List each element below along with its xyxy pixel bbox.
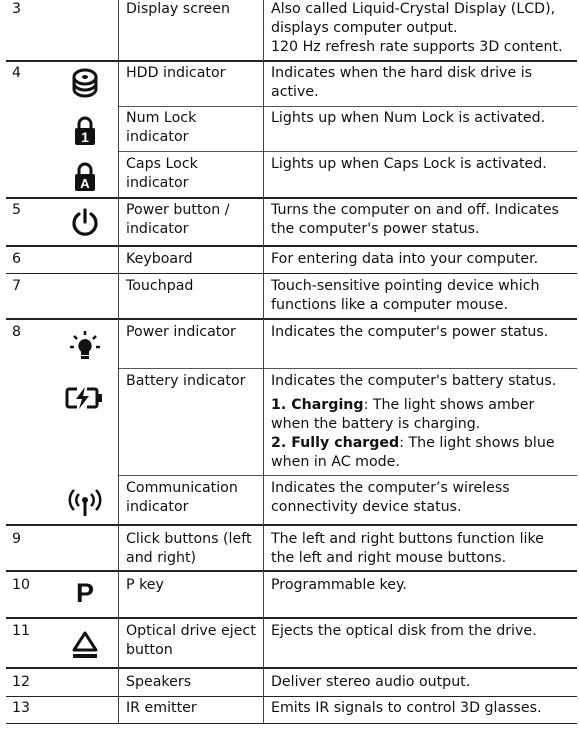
- description-text: Also called Liquid-Crystal Display (LCD), displays computer output.: [271, 1, 556, 36]
- row-divider: [6, 617, 577, 619]
- row-number: 6: [12, 251, 22, 267]
- description-text: Indicates the computer’s wireless connectivity device status.: [271, 480, 510, 515]
- row-divider: [6, 723, 577, 724]
- wireless-icon: [60, 489, 110, 517]
- row-name: Optical drive eject button: [126, 623, 256, 658]
- row-divider: [6, 197, 577, 199]
- description-text: The left and right buttons function like the left and right mouse buttons.: [271, 531, 544, 566]
- row-name: Caps Lock indicator: [126, 156, 198, 191]
- row-divider: [6, 273, 577, 274]
- battery-status-item: [271, 396, 571, 434]
- status-text: : The light shows blue when in AC mode.: [271, 435, 555, 470]
- description-text: Ejects the optical disk from the drive.: [271, 623, 537, 639]
- row-description: [271, 250, 571, 269]
- status-label: 2. Fully charged: [271, 435, 400, 451]
- row-description: [271, 699, 571, 718]
- row-number: 8: [12, 324, 22, 340]
- status-label: 1. Charging: [271, 397, 364, 413]
- row-number: 13: [12, 700, 31, 716]
- row-name: Touchpad: [126, 278, 194, 294]
- row-description: [271, 576, 571, 595]
- row-name: Communication indicator: [126, 480, 238, 515]
- row-description: [271, 0, 571, 57]
- row-description: [271, 109, 571, 128]
- description-text: Programmable key.: [271, 577, 407, 593]
- row-divider: [118, 106, 577, 107]
- description-text: Lights up when Caps Lock is activated.: [271, 156, 547, 172]
- column-divider: [263, 0, 264, 723]
- svg-text:A: A: [80, 176, 90, 191]
- row-number: 10: [12, 577, 31, 593]
- svg-text:1: 1: [81, 129, 89, 145]
- p-key-glyph: P: [75, 578, 94, 608]
- description-text: 120 Hz refresh rate supports 3D content.: [271, 39, 563, 55]
- description-text: Deliver stereo audio output.: [271, 674, 471, 690]
- status-text: : The light shows amber when the battery is charging.: [271, 397, 535, 432]
- row-description: [271, 201, 571, 239]
- row-description: [271, 479, 571, 517]
- row-divider: [6, 524, 577, 526]
- row-name: Num Lock indicator: [126, 110, 197, 145]
- battery-status-item: [271, 434, 571, 472]
- row-divider: [118, 368, 577, 369]
- row-name: IR emitter: [126, 700, 197, 716]
- row-description: [271, 530, 571, 568]
- battery-icon: [60, 386, 110, 410]
- description-text: Turns the computer on and off. Indicates the computer's power status.: [271, 202, 559, 237]
- description-text: Indicates the computer's battery status.: [271, 373, 557, 389]
- row-divider: [118, 151, 577, 152]
- row-divider: [6, 318, 577, 320]
- row-name: Power indicator: [126, 324, 236, 340]
- row-description: [271, 673, 571, 692]
- num-lock-icon: [60, 116, 110, 146]
- eject-icon: [60, 630, 110, 660]
- row-name: Battery indicator: [126, 373, 246, 389]
- row-description: [271, 622, 571, 641]
- row-number: 3: [12, 1, 22, 17]
- row-divider: [6, 245, 577, 247]
- row-number: 4: [12, 65, 22, 81]
- row-description: [271, 277, 571, 315]
- row-name: P key: [126, 577, 164, 593]
- row-number: 12: [12, 674, 31, 690]
- row-name: Speakers: [126, 674, 192, 690]
- caps-lock-icon: [60, 162, 110, 192]
- row-divider: [6, 570, 577, 572]
- row-number: 5: [12, 202, 22, 218]
- row-number: 11: [12, 623, 31, 639]
- row-description: [271, 155, 571, 174]
- row-divider: [6, 60, 577, 62]
- p-key-icon: [60, 578, 110, 608]
- row-name: Power button / indicator: [126, 202, 230, 237]
- row-number: 7: [12, 278, 22, 294]
- row-name: Click buttons (left and right): [126, 531, 252, 566]
- power-button-icon: [60, 207, 110, 237]
- description-text: Emits IR signals to control 3D glasses.: [271, 700, 542, 716]
- column-divider: [118, 0, 119, 723]
- row-divider: [6, 696, 577, 697]
- description-text: For entering data into your computer.: [271, 251, 539, 267]
- description-text: Touch-sensitive pointing device which functions like a computer mouse.: [271, 278, 540, 313]
- row-name: Keyboard: [126, 251, 193, 267]
- power-indicator-icon: [60, 330, 110, 362]
- row-description: [271, 372, 571, 472]
- row-name: Display screen: [126, 1, 230, 17]
- row-name: HDD indicator: [126, 65, 226, 81]
- description-text: Lights up when Num Lock is activated.: [271, 110, 546, 126]
- description-text: Indicates the computer's power status.: [271, 324, 549, 340]
- row-description: [271, 64, 571, 102]
- description-text: Indicates when the hard disk drive is active.: [271, 65, 533, 100]
- hdd-icon: [60, 68, 110, 98]
- row-divider: [118, 475, 577, 476]
- row-divider: [6, 667, 577, 669]
- row-description: [271, 323, 571, 342]
- row-number: 9: [12, 531, 22, 547]
